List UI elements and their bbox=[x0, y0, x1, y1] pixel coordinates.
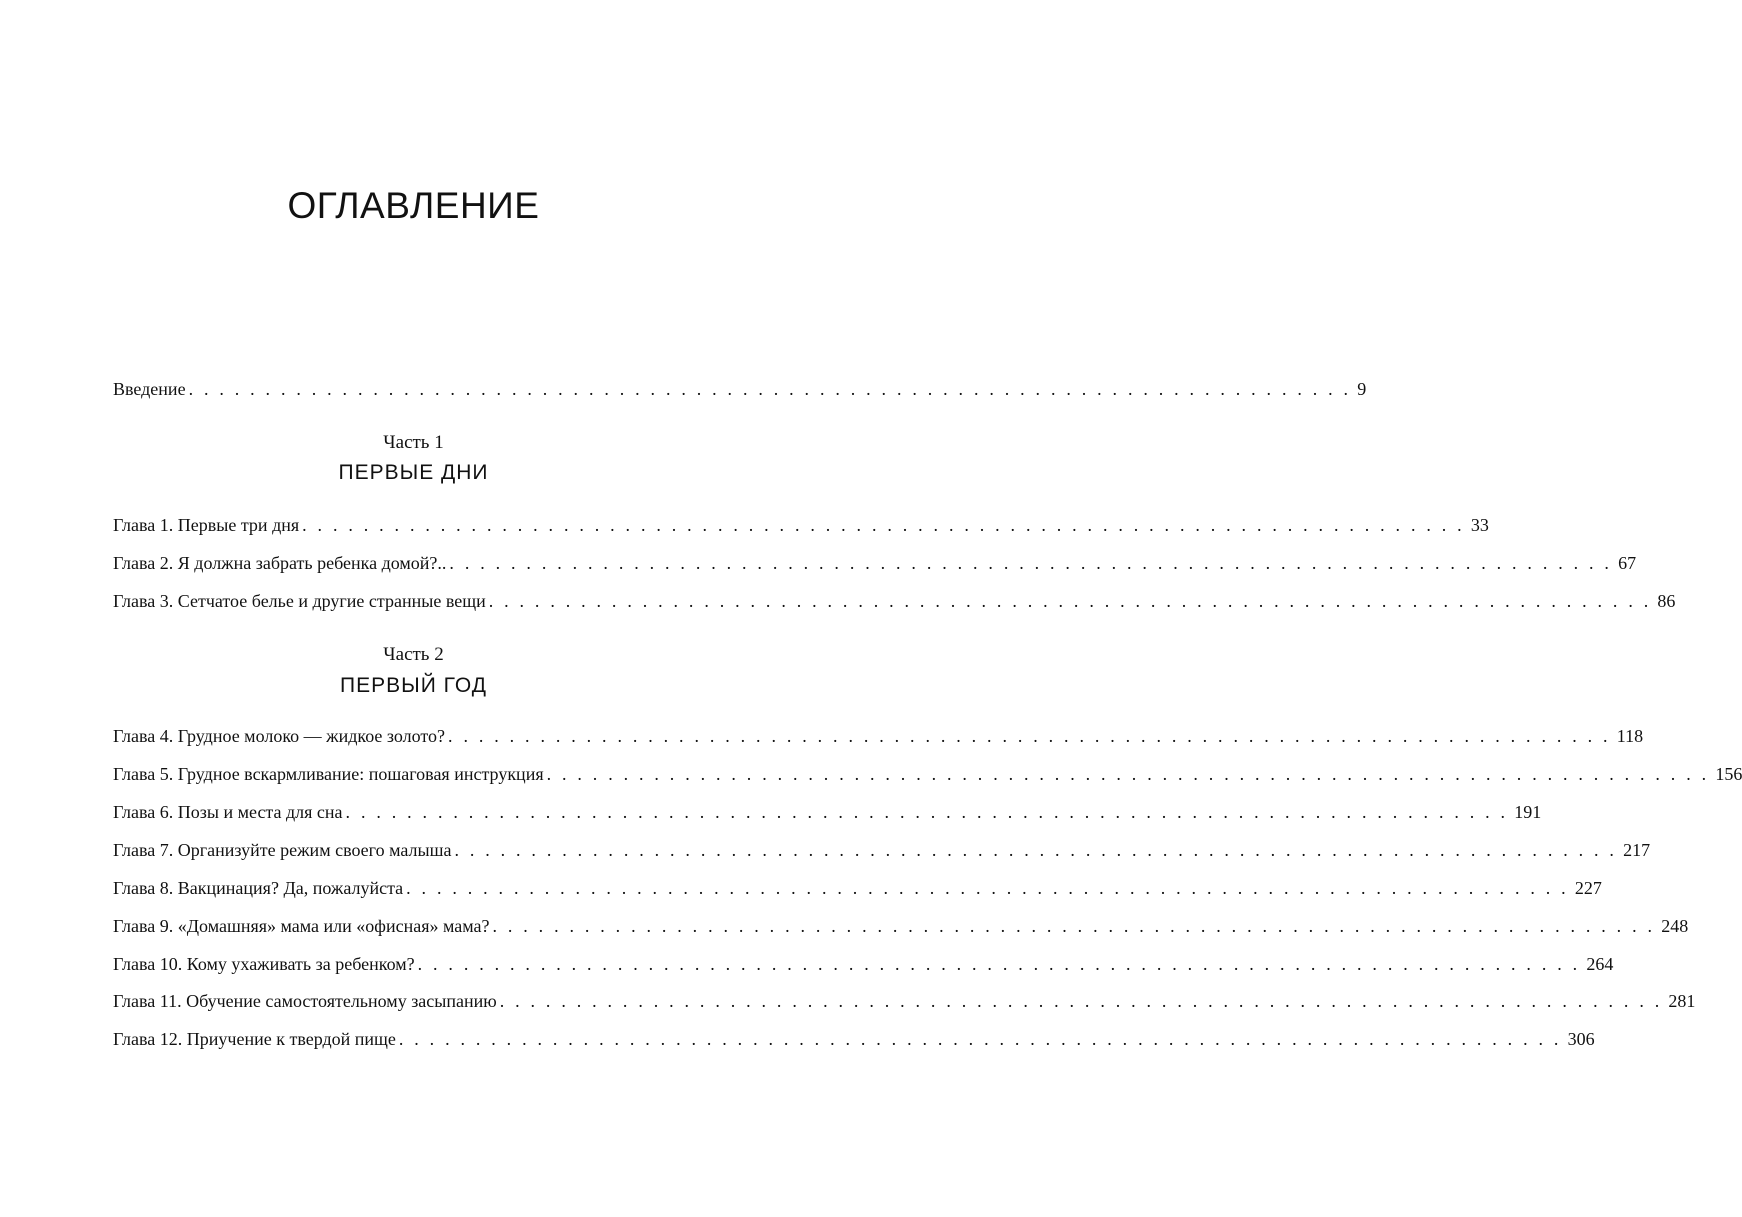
toc-entry-chapter-2[interactable] bbox=[113, 551, 1637, 575]
leader-dots: . . . . . . . . . . . . . . . . . . . . . . . . . . . . . . . . . . . . . . . . . . . . . . . . . . . . . . . . . . . . . . . . . . . . . . . . . . . . bbox=[492, 916, 1656, 936]
leader-dots: . . . . . . . . . . . . . . . . . . . . . . . . . . . . . . . . . . . . . . . . . . . . . . . . . . . . . . . . . . . . . . . . . . . . . . . . . . . . bbox=[454, 840, 1618, 860]
toc-entry-page: 33 bbox=[1470, 515, 1489, 535]
toc-entry-label: Глава 2. Я должна забрать ребенка домой?.. bbox=[113, 553, 447, 573]
toc-entry-label: Глава 5. Грудное вскармливание: пошаговая инструкция bbox=[113, 764, 544, 784]
leader-dots: . . . . . . . . . . . . . . . . . . . . . . . . . . . . . . . . . . . . . . . . . . . . . . . . . . . . . . . . . . . . . . . . . . . . . . . . . . . . bbox=[417, 954, 1581, 974]
part-1-title: ПЕРВЫЕ ДНИ bbox=[338, 461, 489, 484]
toc-entry-page: 264 bbox=[1586, 954, 1614, 974]
toc-entry-page: 217 bbox=[1623, 840, 1651, 860]
toc-entry-chapter-4[interactable] bbox=[113, 724, 1644, 748]
toc-entry-label: Глава 10. Кому ухаживать за ребенком? bbox=[113, 954, 415, 974]
leader-dots: . . . . . . . . . . . . . . . . . . . . . . . . . . . . . . . . . . . . . . . . . . . . . . . . . . . . . . . . . . . . . . . . . . . . . . . . . . . . bbox=[345, 802, 1509, 822]
toc-entry-page: 227 bbox=[1574, 878, 1602, 898]
toc-entry-page: 67 bbox=[1618, 553, 1637, 573]
toc-entry-label: Глава 3. Сетчатое белье и другие странные вещи bbox=[113, 591, 486, 611]
toc-entry-chapter-11[interactable] bbox=[113, 989, 1696, 1013]
toc-entry-chapter-8[interactable] bbox=[113, 876, 1602, 900]
toc-entry-label: Глава 9. «Домашняя» мама или «офисная» мама? bbox=[113, 916, 490, 936]
toc-entry-chapter-5[interactable] bbox=[113, 762, 1742, 786]
toc-entry-label: Глава 12. Приучение к твердой пище bbox=[113, 1029, 396, 1049]
toc-entry-chapter-7[interactable] bbox=[113, 838, 1651, 862]
toc-entry-label: Введение bbox=[113, 379, 186, 399]
toc-entry-page: 281 bbox=[1668, 991, 1696, 1011]
toc-entry-chapter-3[interactable] bbox=[113, 589, 1676, 613]
leader-dots: . . . . . . . . . . . . . . . . . . . . . . . . . . . . . . . . . . . . . . . . . . . . . . . . . . . . . . . . . . . . . . . . . . . . . . . . . . . . bbox=[448, 726, 1611, 746]
toc-entry-page: 9 bbox=[1357, 379, 1367, 399]
leader-dots: . . . . . . . . . . . . . . . . . . . . . . . . . . . . . . . . . . . . . . . . . . . . . . . . . . . . . . . . . . . . . . . . . . . . . . . . . . . . bbox=[488, 591, 1652, 611]
toc-entry-page: 306 bbox=[1567, 1029, 1595, 1049]
toc-entry-chapter-10[interactable] bbox=[113, 952, 1614, 976]
page-title: ОГЛАВЛЕНИЕ bbox=[287, 185, 540, 226]
toc-entry-chapter-6[interactable] bbox=[113, 800, 1542, 824]
toc-entry-intro[interactable] bbox=[113, 377, 1367, 401]
toc-entry-page: 248 bbox=[1661, 916, 1689, 936]
toc-entry-label: Глава 6. Позы и места для сна bbox=[113, 802, 343, 822]
toc-entry-label: Глава 7. Организуйте режим своего малыша bbox=[113, 840, 452, 860]
toc-entry-label: Глава 11. Обучение самостоятельному засыпанию bbox=[113, 991, 497, 1011]
leader-dots: . . . . . . . . . . . . . . . . . . . . . . . . . . . . . . . . . . . . . . . . . . . . . . . . . . . . . . . . . . . . . . . . . . . . . . . . . . . . bbox=[499, 991, 1663, 1011]
toc-entry-page: 118 bbox=[1616, 726, 1644, 746]
toc-entry-label: Глава 8. Вакцинация? Да, пожалуйста bbox=[113, 878, 404, 898]
toc-entry-page: 156 bbox=[1715, 764, 1742, 784]
toc-entry-label: Глава 1. Первые три дня bbox=[113, 515, 300, 535]
leader-dots: . . . . . . . . . . . . . . . . . . . . . . . . . . . . . . . . . . . . . . . . . . . . . . . . . . . . . . . . . . . . . . . . . . . . . . . . . . . . bbox=[546, 764, 1710, 784]
part-1-label: Часть 1 bbox=[383, 432, 444, 453]
toc-entry-chapter-12[interactable] bbox=[113, 1027, 1595, 1051]
toc-entry-page: 86 bbox=[1657, 591, 1676, 611]
leader-dots: . . . . . . . . . . . . . . . . . . . . . . . . . . . . . . . . . . . . . . . . . . . . . . . . . . . . . . . . . . . . . . . . . . . . . . . . . . . . bbox=[449, 553, 1613, 573]
part-2-title: ПЕРВЫЙ ГОД bbox=[340, 674, 487, 697]
leader-dots: . . . . . . . . . . . . . . . . . . . . . . . . . . . . . . . . . . . . . . . . . . . . . . . . . . . . . . . . . . . . . . . . . . . . . . . . . . . . bbox=[188, 379, 1352, 399]
leader-dots: . . . . . . . . . . . . . . . . . . . . . . . . . . . . . . . . . . . . . . . . . . . . . . . . . . . . . . . . . . . . . . . . . . . . . . . . . . . . bbox=[398, 1029, 1562, 1049]
part-2-label: Часть 2 bbox=[383, 644, 444, 665]
leader-dots: . . . . . . . . . . . . . . . . . . . . . . . . . . . . . . . . . . . . . . . . . . . . . . . . . . . . . . . . . . . . . . . . . . . . . . . . . . . . bbox=[302, 515, 1465, 535]
toc-entry-page: 191 bbox=[1514, 802, 1542, 822]
toc-entry-chapter-1[interactable] bbox=[113, 513, 1489, 537]
toc-entry-label: Глава 4. Грудное молоко — жидкое золото? bbox=[113, 726, 446, 746]
toc-entry-chapter-9[interactable] bbox=[113, 914, 1689, 938]
leader-dots: . . . . . . . . . . . . . . . . . . . . . . . . . . . . . . . . . . . . . . . . . . . . . . . . . . . . . . . . . . . . . . . . . . . . . . . . . . . . bbox=[406, 878, 1569, 898]
